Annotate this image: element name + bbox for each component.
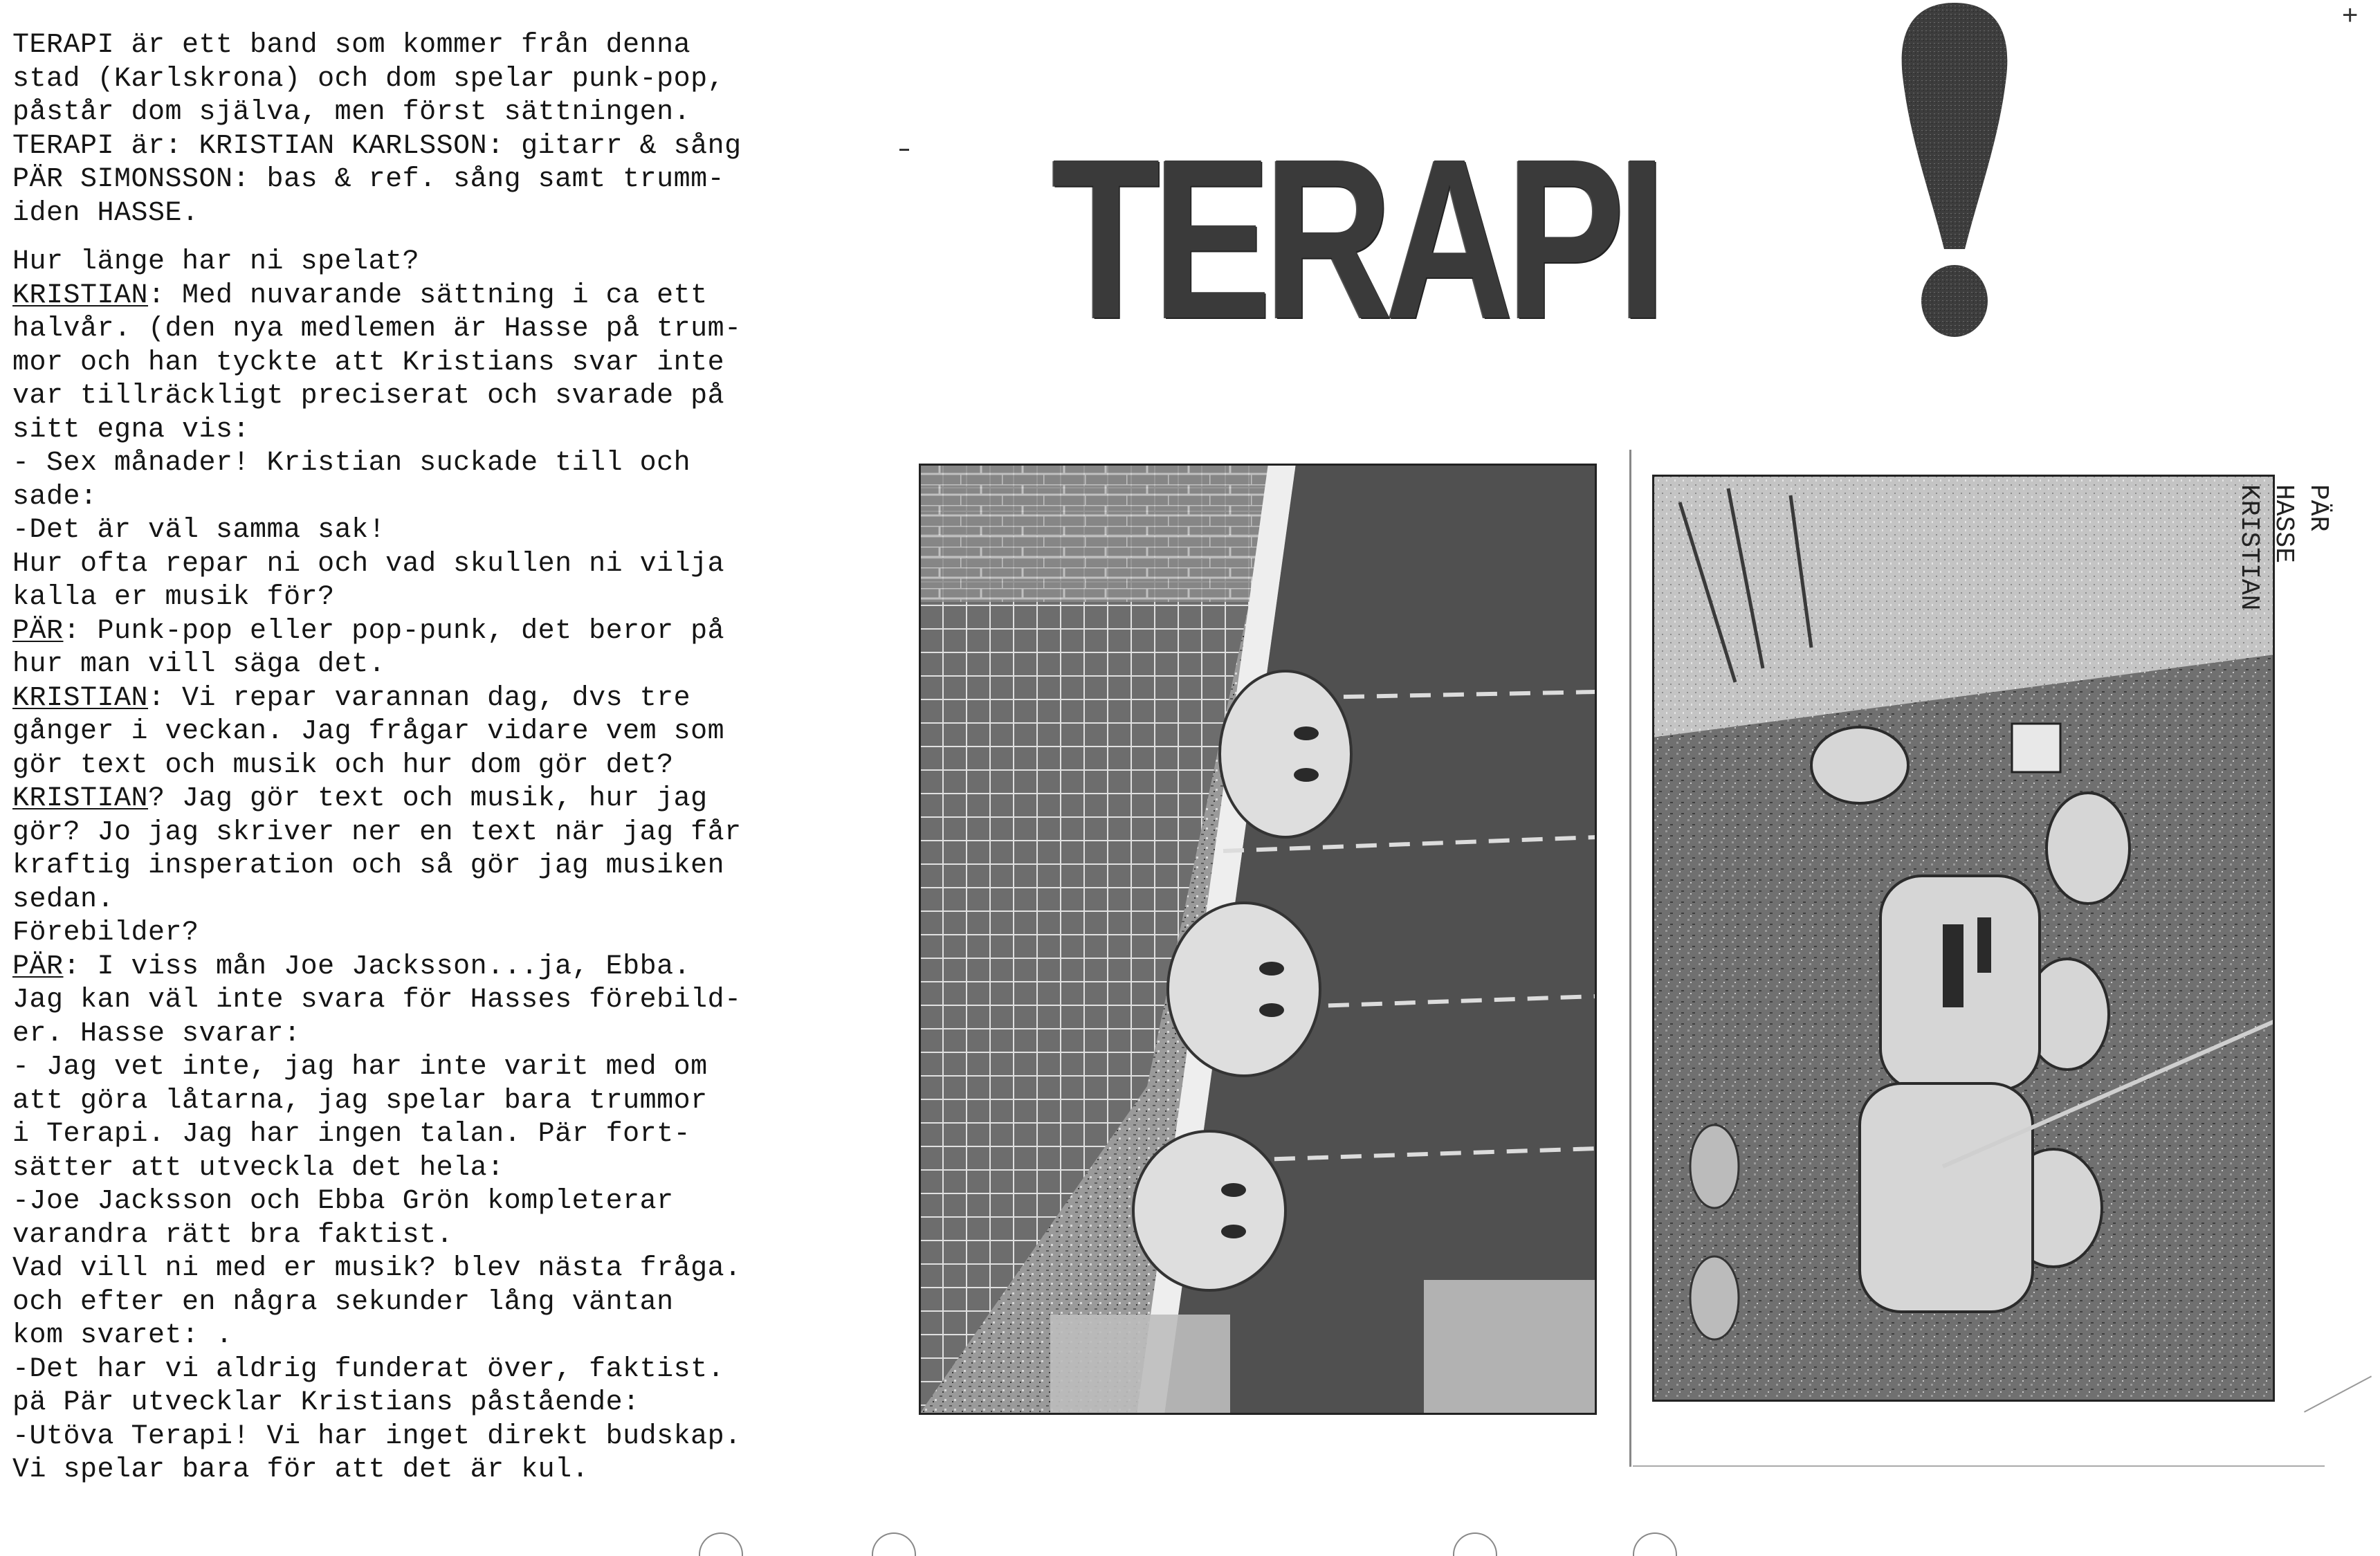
text-line: Förebilder? — [12, 917, 199, 949]
text-line: - Jag vet inte, jag har inte varit med om — [12, 1052, 708, 1083]
speaker-name: PÄR — [12, 615, 64, 647]
text-line: sade: — [12, 481, 98, 513]
text-line: TERAPI är ett band som kommer från denna — [12, 30, 691, 61]
text-line: Hur ofta repar ni och vad skullen ni vilja — [12, 548, 725, 580]
corner-mark — [2304, 1375, 2372, 1412]
text-line: gör text och musik och hur dom gör det? — [12, 749, 674, 781]
text-line: pä Pär utvecklar Kristians påstående: — [12, 1387, 640, 1418]
interview-text — [12, 29, 884, 1488]
text-line: mor och han tyckte att Kristians svar inte — [12, 347, 725, 378]
text-line: i Terapi. Jag har ingen talan. Pär fort- — [12, 1119, 691, 1150]
text-line: Hur länge har ni spelat? — [12, 246, 420, 277]
text-line: och efter en några sekunder lång väntan — [12, 1286, 674, 1318]
band-photo-right — [1652, 475, 2275, 1402]
photo-frame-bottom — [1633, 1465, 2325, 1467]
text-line: Jag kan väl inte svara för Hasses förebild- — [12, 985, 742, 1016]
text-line: -Utöva Terapi! Vi har inget direkt budskap. — [12, 1420, 742, 1452]
text-line — [12, 615, 884, 649]
caption-name-hasse: HASSE — [2269, 484, 2298, 564]
speaker-name: KRISTIAN — [12, 783, 149, 814]
text-line: hur man vill säga det. — [12, 649, 386, 680]
speaker-name: KRISTIAN — [12, 682, 149, 714]
band-title — [1052, 76, 1831, 366]
text-line: att göra låtarna, jag spelar bara trummor — [12, 1085, 708, 1117]
text-line: var tillräckligt preciserat och svarade på — [12, 381, 725, 412]
text-line: kraftig insperation och så gör jag musiken — [12, 850, 725, 881]
speaker-text: : Punk-pop eller pop-punk, det beror på — [63, 615, 725, 647]
photo-divider — [1629, 450, 1631, 1467]
speaker-text: : I viss mån Joe Jacksson...ja, Ebba. — [63, 951, 691, 982]
text-line: Vi spelar bara för att det är kul. — [12, 1454, 589, 1485]
text-line: sätter att utveckla det hela: — [12, 1152, 504, 1184]
speaker-text: : Med nuvarande sättning i ca ett — [148, 280, 708, 311]
band-photo-left — [919, 464, 1597, 1415]
text-line: halvår. (den nya medlemen är Hasse på trum- — [12, 313, 742, 345]
text-line: gör? Jo jag skriver ner en text när jag får — [12, 816, 742, 848]
text-line: kalla er musik för? — [12, 582, 335, 613]
text-line: varandra rätt bra faktist. — [12, 1219, 454, 1251]
text-line: påstår dom själva, men först sättningen. — [12, 97, 691, 128]
text-line: Vad vill ni med er musik? blev nästa fråga. — [12, 1253, 742, 1284]
text-line: er. Hasse svarar: — [12, 1018, 301, 1050]
text-line: -Det är väl samma sak! — [12, 515, 386, 546]
text-line: stad (Karlskrona) och dom spelar punk-pop, — [12, 63, 725, 95]
text-line: -Det har vi aldrig funderat över, faktist. — [12, 1353, 725, 1385]
page-number: + — [2342, 0, 2359, 30]
title-word: TERAPI — [1052, 111, 1660, 366]
margin-mark — [899, 149, 909, 151]
caption-name-par: PÄR — [2303, 484, 2333, 532]
text-line — [12, 951, 884, 985]
speaker-text: ? Jag gör text och musik, hur jag — [148, 783, 708, 814]
text-line — [12, 682, 884, 716]
text-line: TERAPI är: KRISTIAN KARLSSON: gitarr & sång — [12, 130, 742, 162]
text-line: PÄR SIMONSSON: bas & ref. sång samt trumm- — [12, 164, 725, 195]
text-line — [12, 782, 884, 816]
text-line: iden HASSE. — [12, 197, 199, 229]
photo-caption — [2217, 484, 2335, 844]
text-line — [12, 280, 884, 313]
caption-name-kristian: KRISTIAN — [2234, 484, 2264, 611]
text-line: sedan. — [12, 884, 115, 915]
exclamation-mark-icon — [1896, 0, 2013, 346]
text-line: - Sex månader! Kristian suckade till och — [12, 448, 691, 479]
text-line: -Joe Jacksson och Ebba Grön kompleterar — [12, 1186, 674, 1217]
speaker-name: KRISTIAN — [12, 280, 149, 311]
speaker-text: : Vi repar varannan dag, dvs tre — [148, 682, 691, 714]
text-line: sitt egna vis: — [12, 414, 250, 446]
text-line: kom svaret: . — [12, 1320, 233, 1351]
speaker-name: PÄR — [12, 951, 64, 982]
text-line: gånger i veckan. Jag frågar vidare vem som — [12, 716, 725, 747]
